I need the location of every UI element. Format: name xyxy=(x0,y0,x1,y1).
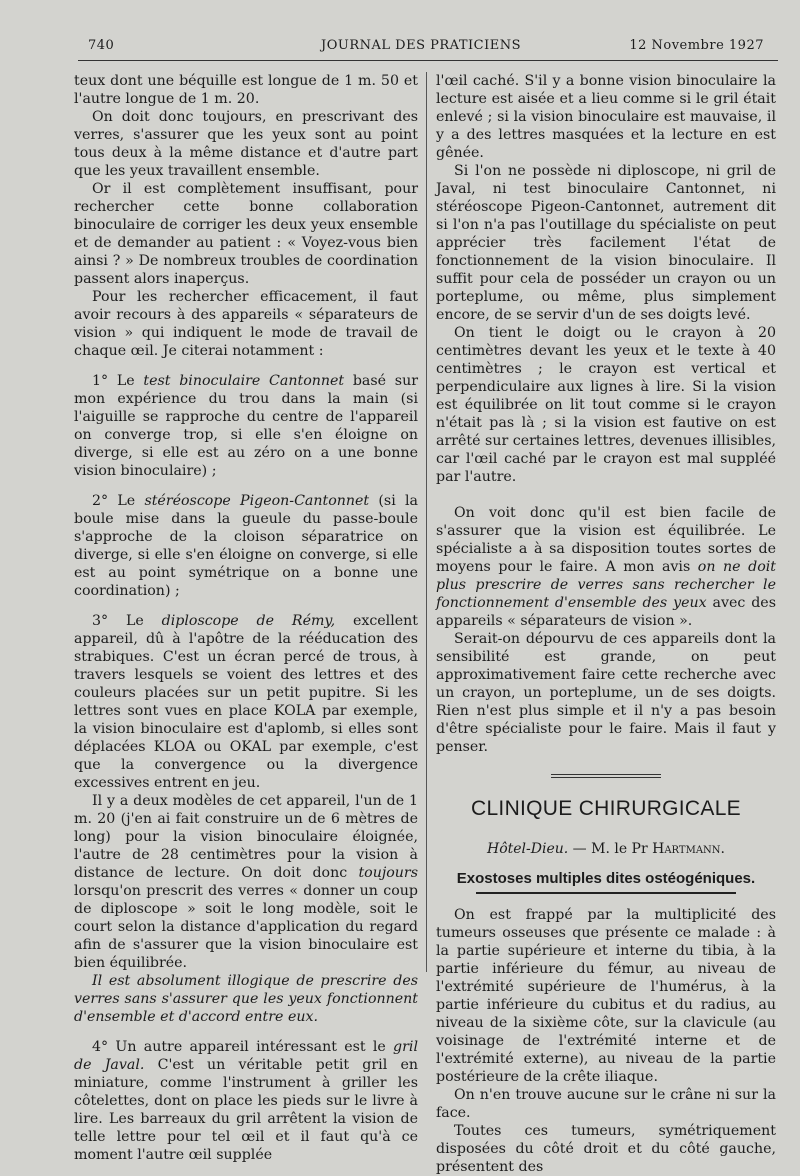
device-name: test binoculaire Cantonnet xyxy=(143,373,345,389)
paragraph: teux dont une béquille est longue de 1 m. 50 et l'autre longue de 1 m. 20. xyxy=(74,73,418,107)
hospital-name: Hôtel-Dieu. xyxy=(486,841,569,857)
author-name: Hartmann. xyxy=(652,841,725,857)
item-number: 2° Le xyxy=(92,493,145,509)
paragraph: On doit donc toujours, en prescrivant des verres, s'assurer que les yeux sont au point tous deux à la même distance et d'autre part que les yeux travaillent ensemble. xyxy=(74,109,418,179)
page-number: 740 xyxy=(88,38,115,53)
header-rule xyxy=(78,60,778,61)
paragraph: Serait-on dépourvu de ces appareils dont la sensibilité est grande, on peut approximativement faire cette recherche avec un crayon, un porteplume, un de ses doigts. Rien n'est plus simple et il n'y a pas besoin d'être spécialiste pour le faire. Mais il faut y penser. xyxy=(436,631,776,755)
item-text: C'est un véritable petit gril en miniature, comme l'instrument à griller les côtelettes, dont on place les pieds sur le livre à lire. Les barreaux du gril arrêtent la vision de telle lettre pour tel œil et il faut qu'à ce moment l'autre œil supplée xyxy=(74,1057,419,1163)
emphasis: Il est absolument illogique de prescrire des verres sans s'assurer que les yeux fonctionnent d'ensemble et d'accord entre eux. xyxy=(74,973,418,1025)
emphasis: toujours xyxy=(358,865,418,881)
paragraph: l'œil caché. S'il y a bonne vision binoculaire la lecture est aisée et a lieu comme si le gril était enlevé ; si la vision binoculaire est mauvaise, il y a des lettres masquées et la lecture en est gênée. xyxy=(436,73,776,161)
title-rule xyxy=(476,892,736,894)
device-name: gril de Javal. xyxy=(74,1039,418,1073)
emphasis: on ne doit plus prescrire de verres sans rechercher le fonctionnement d'ensemble des yeux xyxy=(436,559,776,611)
paragraph: Il y a deux modèles de cet appareil, l'un de 1 m. 20 (j'en ai fait construire un de 6 mètres de long) pour la vision binoculaire éloignée, l'autre de 28 centimètres pour la vision à distance de lecture. On doit donc toujours lorsqu'on prescrit des verres « donner un coup de diploscope » soit le long modèle, soit le court selon la distance d'application du regard afin de s'assurer que la vision binoculaire est bien équilibrée. xyxy=(74,793,418,971)
paragraph: On est frappé par la multiplicité des tumeurs osseuses que présente ce malade : à la partie supérieure et interne du tibia, à la partie inférieure du fémur, au niveau de l'extrémité supérieure de l'humérus, à la partie inférieure du cubitus et du radius, au niveau de la sixième côte, sur la clavicule (au voisinage de l'extrémité interne et de l'extrémité externe), au niveau de la partie postérieure de la crête iliaque. xyxy=(436,907,776,1085)
paragraph: Or il est complètement insuffisant, pour rechercher cette bonne collaboration binoculaire de corriger les deux yeux ensemble et de demander au patient : « Voyez-vous bien ainsi ? » De nombreux troubles de coordination passent alors inaperçus. xyxy=(74,181,418,287)
item-text: excellent appareil, dû à l'apôtre de la rééducation des strabiques. C'est un écran percé de trous, à travers lesquels se voient des lettres et des couleurs placées sur un petit pupitre. Si les lettres sont vues en place KOLA par exemple, la vision binoculaire est d'aplomb, si elles sont déplacées KLOA ou OKAL par exemple, c'est que la convergence ou la divergence excessives entrent en jeu. xyxy=(74,613,418,791)
section-title: CLINIQUE CHIRURGICALE xyxy=(470,797,741,820)
list-item xyxy=(74,492,418,600)
issue-date: 12 Novembre 1927 xyxy=(629,38,764,53)
right-column xyxy=(436,72,776,1176)
item-number: 1° Le xyxy=(92,373,144,389)
page-header xyxy=(78,38,764,58)
item-text: basé sur mon expérience du trou dans la main (si l'aiguille se rapproche du centre de l'appareil on converge trop, si elle s'en éloigne on diverge, si elle est au zéro on a une bonne vision binoculaire) ; xyxy=(74,373,418,479)
item-number: 3° Le xyxy=(92,613,162,629)
paragraph: Pour les rechercher efficacement, il faut avoir recours à des appareils « séparateurs de vision » qui indiquent le mode de travail de chaque œil. Je citerai notamment : xyxy=(74,289,418,359)
device-name: stéréoscope Pigeon-Cantonnet xyxy=(144,493,370,509)
list-item xyxy=(74,1038,418,1164)
list-item xyxy=(74,372,418,480)
article-title: Exostoses multiples dites ostéogéniques. xyxy=(456,870,756,887)
device-name: diploscope de Rémy, xyxy=(161,613,336,629)
list-item xyxy=(74,612,418,792)
paragraph: Toutes ces tumeurs, symétriquement disposées du côté droit et du côté gauche, présentent des xyxy=(436,1123,776,1175)
section-separator xyxy=(551,774,661,778)
paragraph: On tient le doigt ou le crayon à 20 centimètres devant les yeux et le texte à 40 centimètres ; le crayon est vertical et perpendiculaire aux lignes à lire. Si la vision est équilibrée on lit tout comme si le crayon n'était pas là ; si la vision est fautive on est arrêté sur certaines lettres, devenues illisibles, car l'œil caché par le crayon est mal suppléé par l'autre. xyxy=(436,325,776,485)
item-number: 4° Un autre appareil intéressant est le xyxy=(92,1039,394,1055)
journal-title: JOURNAL DES PRATICIENS xyxy=(321,38,521,53)
paragraph xyxy=(74,972,418,1026)
paragraph: On n'en trouve aucune sur le crâne ni sur la face. xyxy=(436,1087,776,1121)
byline: Hôtel-Dieu. — M. le Pr Hartmann. xyxy=(486,841,725,857)
paragraph: Si l'on ne possède ni diploscope, ni gril de Javal, ni test binoculaire Cantonnet, ni stéréoscope Pigeon-Cantonnet, autrement dit si l'on n'a pas l'outillage du spécialiste on peut apprécier très facilement l'état de fonctionnement de la vision binoculaire. Il suffit pour cela de posséder un crayon ou un porteplume, ou même, plus simplement encore, de se servir d'un de ses doigts levé. xyxy=(436,163,776,323)
item-text: (si la boule mise dans la gueule du passe-boule s'approche de la cloison séparatrice on diverge, si elle s'en éloigne on converge, si elle est au point symétrique on a bonne une coordination) ; xyxy=(74,493,418,599)
column-divider xyxy=(426,72,427,972)
paragraph: On voit donc qu'il est bien facile de s'assurer que la vision est équilibrée. Le spécialiste a à sa disposition toutes sortes de moyens pour le faire. A mon avis on ne doit plus prescrire de verres sans rechercher le fonctionnement d'ensemble des yeux avec des appareils « séparateurs de vision ». xyxy=(436,505,776,629)
left-column xyxy=(74,72,418,1164)
